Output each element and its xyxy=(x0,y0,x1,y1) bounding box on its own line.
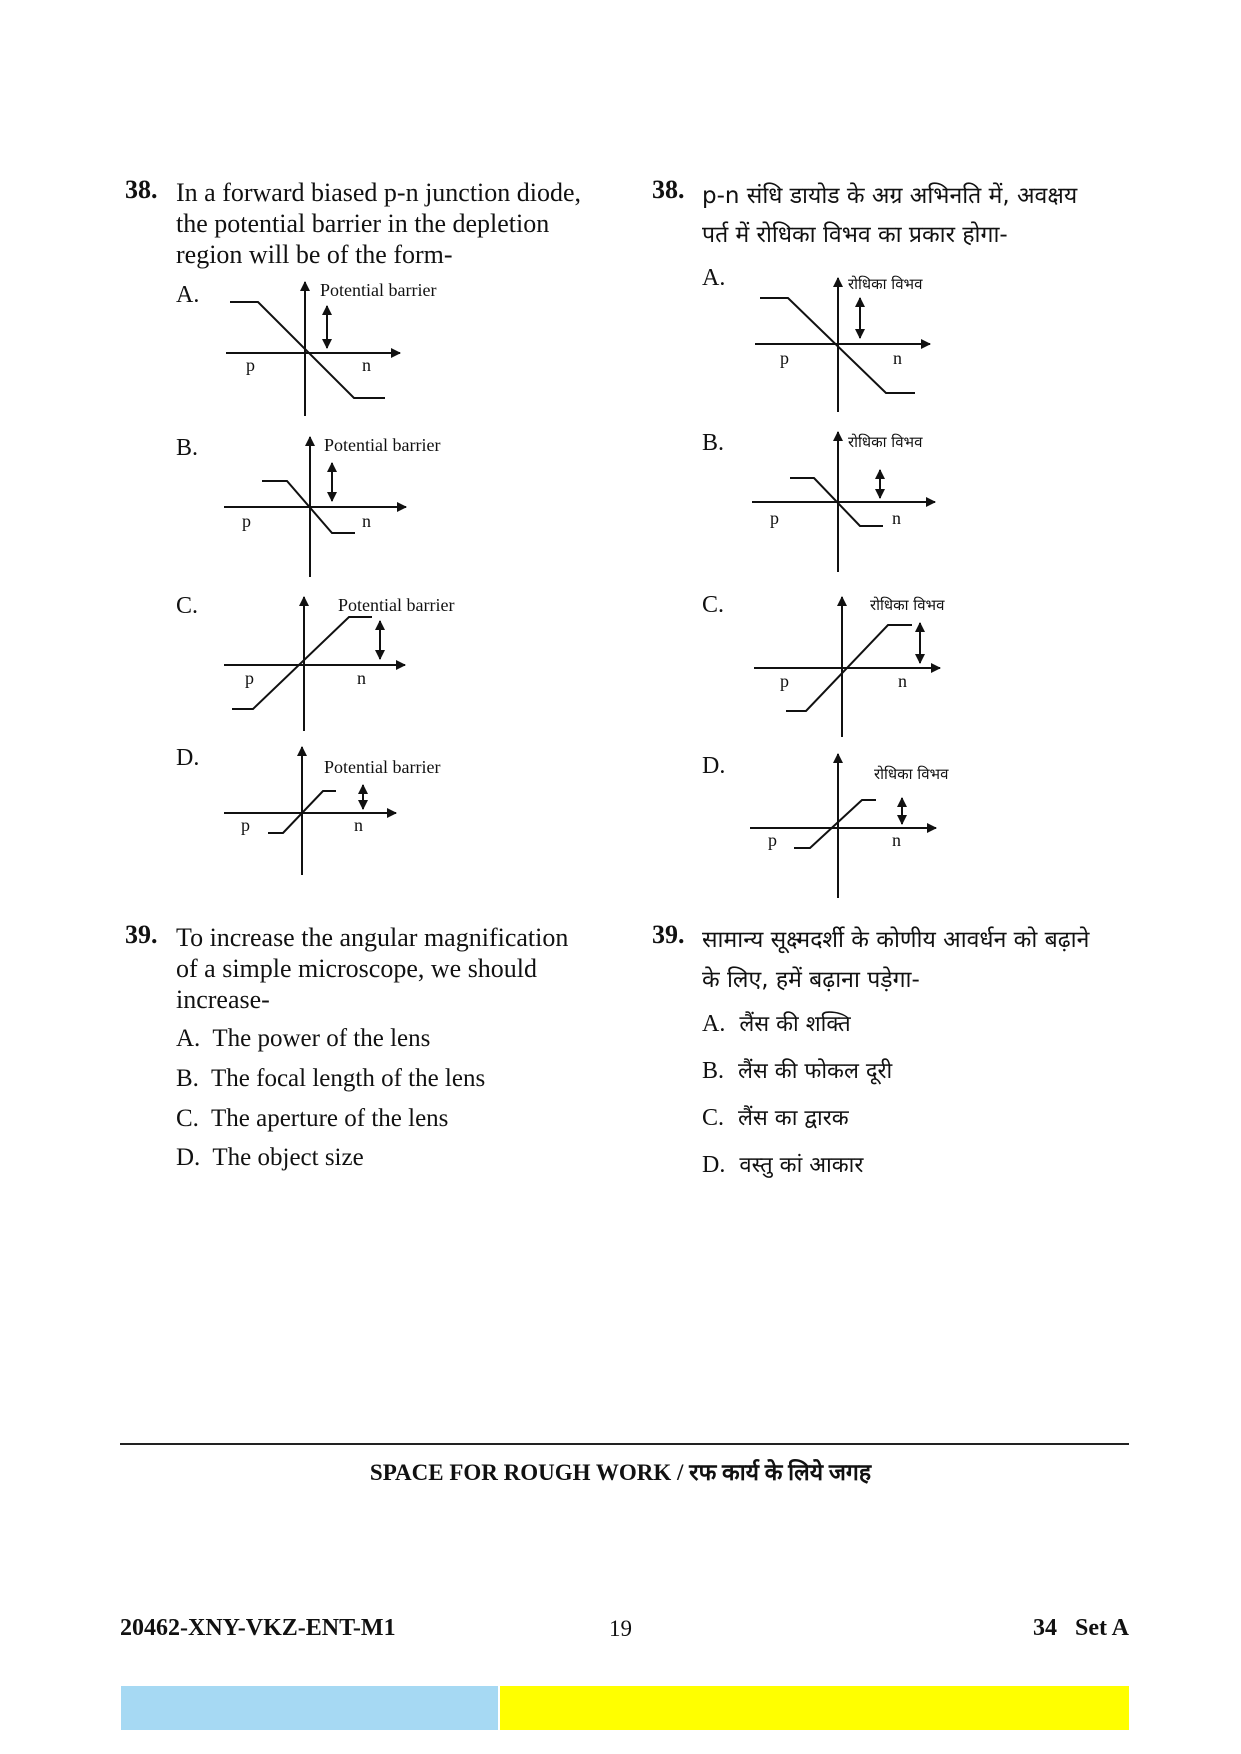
option-text: लैंस की शक्ति xyxy=(739,1012,851,1037)
footer-color-bar-yellow xyxy=(500,1686,1129,1730)
n-region-label: n xyxy=(354,815,363,835)
paper-code: 20462-XNY-VKZ-ENT-M1 xyxy=(120,1615,396,1641)
option-c-label[interactable]: C. xyxy=(702,592,725,618)
diagram-label: रोधिका विभव xyxy=(870,596,945,614)
diagram-label: Potential barrier xyxy=(324,435,441,455)
question-line: In a forward biased p-n junction diode, xyxy=(176,178,582,207)
option-letter: B. xyxy=(176,1065,199,1092)
question-text-hindi xyxy=(702,920,1089,1000)
option-c-label[interactable]: C. xyxy=(176,593,199,619)
option-letter: B. xyxy=(702,1058,725,1084)
p-region-label: p xyxy=(246,355,255,375)
option-text: लैंस की फोकल दूरी xyxy=(738,1059,893,1084)
question-line: of a simple microscope, we should xyxy=(176,954,538,983)
p-region-label: p xyxy=(245,668,254,688)
p-region-label: p xyxy=(780,671,789,691)
option-c[interactable] xyxy=(702,1102,849,1132)
question-text xyxy=(176,177,581,270)
option-letter: A. xyxy=(176,1025,201,1052)
n-region-label: n xyxy=(892,830,901,850)
potential-barrier-diagram-b-hindi xyxy=(750,430,950,575)
question-text xyxy=(176,922,568,1015)
option-c[interactable] xyxy=(176,1105,448,1133)
diagram-label: Potential barrier xyxy=(338,595,455,615)
option-b[interactable] xyxy=(702,1055,892,1085)
p-region-label: p xyxy=(768,830,777,850)
diagram-label: रोधिका विभव xyxy=(874,765,949,783)
question-number: 39. xyxy=(652,920,685,949)
page-number: 19 xyxy=(609,1616,632,1641)
potential-barrier-diagram-a xyxy=(220,280,437,420)
n-region-label: n xyxy=(362,511,371,531)
n-region-label: n xyxy=(357,668,366,688)
question-number: 38. xyxy=(652,175,685,204)
p-region-label: p xyxy=(770,508,779,528)
rough-work-heading: SPACE FOR ROUGH WORK / रफ कार्य के लिये जगह xyxy=(369,1460,872,1485)
question-line: region will be of the form- xyxy=(176,240,453,269)
potential-barrier-diagram-b xyxy=(220,435,441,580)
question-number: 38. xyxy=(125,175,158,204)
option-letter: D. xyxy=(176,1144,201,1171)
p-region-label: p xyxy=(241,815,250,835)
p-region-label: p xyxy=(242,511,251,531)
diagram-label: रोधिका विभव xyxy=(848,275,923,293)
question-line: के लिए, हमें बढ़ाना पड़ेगा- xyxy=(702,967,920,993)
option-d-label[interactable]: D. xyxy=(176,745,200,771)
potential-barrier-diagram-d-hindi xyxy=(750,752,950,902)
option-a[interactable] xyxy=(176,1025,430,1053)
option-letter: C. xyxy=(702,1105,725,1131)
question-line: p-n संधि डायोड के अग्र अभिनति में, अवक्षय xyxy=(702,183,1078,209)
option-text: The power of the lens xyxy=(212,1025,431,1052)
question-line: To increase the angular magnification xyxy=(176,923,569,952)
option-text: वस्तु कां आकार xyxy=(739,1153,864,1178)
option-d[interactable] xyxy=(702,1149,863,1179)
option-a-label[interactable]: A. xyxy=(176,282,200,308)
potential-barrier-diagram-d xyxy=(220,745,441,880)
n-region-label: n xyxy=(898,671,907,691)
potential-barrier-diagram-c xyxy=(220,595,455,735)
option-text: The object size xyxy=(212,1144,364,1171)
potential-barrier-diagram-c-hindi xyxy=(750,595,950,740)
option-text: The aperture of the lens xyxy=(211,1105,449,1132)
n-region-label: n xyxy=(362,355,371,375)
n-region-label: n xyxy=(892,508,901,528)
option-b[interactable] xyxy=(176,1065,485,1093)
option-letter: C. xyxy=(176,1105,199,1132)
option-letter: D. xyxy=(702,1152,726,1178)
diagram-label: Potential barrier xyxy=(324,757,441,777)
option-a[interactable] xyxy=(702,1008,851,1038)
diagram-label: Potential barrier xyxy=(320,280,437,300)
n-region-label: n xyxy=(893,348,902,368)
p-region-label: p xyxy=(780,348,789,368)
question-number: 39. xyxy=(125,920,158,949)
question-line: increase- xyxy=(176,985,270,1014)
set-label: 34 Set A xyxy=(1033,1615,1129,1641)
option-text: लैंस का द्वारक xyxy=(738,1106,849,1131)
option-b-label[interactable]: B. xyxy=(176,435,199,461)
diagram-label: रोधिका विभव xyxy=(848,433,923,451)
option-b-label[interactable]: B. xyxy=(702,430,725,456)
rough-work-divider xyxy=(120,1443,1129,1445)
potential-barrier-diagram-a-hindi xyxy=(750,276,950,416)
option-text: The focal length of the lens xyxy=(211,1065,486,1092)
option-letter: A. xyxy=(702,1011,726,1037)
question-line: पर्त में रोधिका विभव का प्रकार होगा- xyxy=(702,222,1008,248)
question-line: the potential barrier in the depletion xyxy=(176,209,550,238)
question-text-hindi xyxy=(702,177,1077,255)
option-d-label[interactable]: D. xyxy=(702,753,726,779)
footer-color-bar-blue xyxy=(121,1686,498,1730)
option-a-label[interactable]: A. xyxy=(702,265,726,291)
question-line: सामान्य सूक्ष्मदर्शी के कोणीय आवर्धन को बढ़ाने xyxy=(702,927,1090,953)
option-d[interactable] xyxy=(176,1144,364,1172)
